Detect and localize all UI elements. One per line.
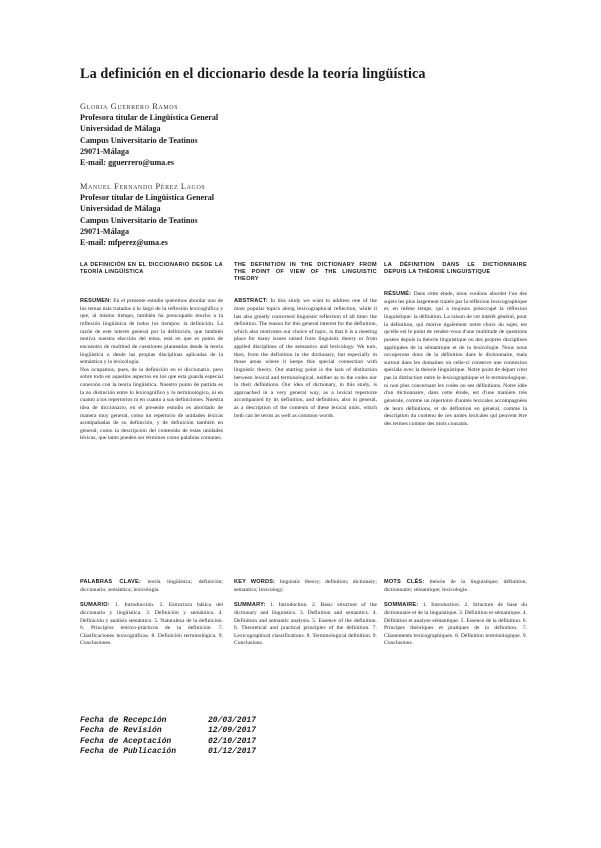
column-title: LA DEFINICIÓN EN EL DICCIONARIO DESDE LA TEORÍA LINGÜÍSTICA xyxy=(80,262,223,276)
author-affiliation: 29071-Málaga xyxy=(80,146,130,156)
column-title: LA DÉFINITION DANS LE DICTIONNAIRE DEPUIS LA THÉORIE LINGUISTIQUE xyxy=(384,262,527,276)
date-value: 01/12/2017 xyxy=(208,746,257,756)
abstract-paragraph xyxy=(384,291,527,428)
keywords-paragraph xyxy=(384,579,527,594)
summary-text: 1. Introducción. 2. Estructura básica del diccionario y lingüística. 3. Definición y semántica. 4. Definición y análisis semántico. 5. Naturaleza de la definición. 6. Principios teórico-prácticos de la definición. 7. Clasificaciones lexicográficas. 8. Definición terminológica. 9. Conclusiones. xyxy=(80,602,223,647)
keywords-label: MOTS CLÉS: xyxy=(384,579,425,585)
author-affiliation: Campus Universitario de Teatinos xyxy=(80,215,198,225)
date-row xyxy=(80,716,256,726)
author-affiliation: Profesora titular de Lingüística General xyxy=(80,113,219,123)
keywords-summary-french xyxy=(384,579,527,648)
summary-text: 1. Introduction. 2. Structure de base du dictionnaire et de la linguistique. 3. Définition et sémantique. 4. Définition et analyse sémantique. 5. Essence de la définition. 6. Principes théoriques et pratiques de la définition. 7. Classements lexicographiques. 8. Définition terminologique. 9. Conclusions. xyxy=(384,602,527,647)
column-title: THE DEFINITION IN THE DICTIONARY FROM THE POINT OF VIEW OF THE LINGUISTIC THEORY xyxy=(234,262,377,283)
abstract-paragraph-2: Nos ocupamos, pues, de la definición en el diccionario, pero sobre todo en aquellos aspectos en los que esta guarda especial conexión con la teoría lingüística. Nuestro punto de partida es la no distinción entre lo lexicográfico y lo terminológico, ni en cuanto a los repertorios ni en cuanto a sus definiciones. Nuestra idea de diccionario, en el presente estudio es abordado de manera muy general, como un repertorio de unidades léxicas acompañadas de su definición, y de definición también en general, como la descripción del contenido de estas unidades léxicas, que tanto pueden ser términos como palabras comunes. xyxy=(80,366,223,442)
author-email: E-mail: mfperez@uma.es xyxy=(80,238,168,248)
keywords-text: théorie de la linguistique; définition; dictionnaire; sémantique; lexicologie. xyxy=(384,579,527,593)
keywords-label: KEY WORDS: xyxy=(234,579,276,585)
date-label: Fecha de Recepción xyxy=(80,716,167,725)
keywords-text: teoría lingüística; definición; diccionario; semántica; lexicología. xyxy=(80,579,223,593)
abstract-label: RÉSUMÉ: xyxy=(384,291,412,298)
date-value: 02/10/2017 xyxy=(208,736,257,746)
abstract-text: In this study we want to address one of the most popular topics along lexicographical reflection, while it has also greatly concerned linguistic reflection of all time: the definition. The reason for this general interest for the definition, which also motivates our choice of topic, is that it is a meeting place for many issues raised from linguistic theory or from applied disciplines of the semantics and lexicology. We turn, then, from the definition in the dictionary, but especially in those areas where it keeps this special connection with linguistic theory. Our starting point is the lack of distinction between lexical and terminological, neither as to the codes nor in their definitions. Our idea of dictionary, in this study, is approached in a very general way, as a lexical repertoire accompanied by its definition, and definition, also in general, as a description of the contents of these lexical units, which both can be terms as well as common words. xyxy=(234,298,377,419)
author-affiliation: Campus Universitario de Teatinos xyxy=(80,135,198,145)
publication-dates xyxy=(80,716,256,757)
keywords-text: linguistic theory; definition; dictionary; semantics; lexicology. xyxy=(234,579,377,593)
abstract-paragraph xyxy=(234,298,377,420)
date-value: 20/03/2017 xyxy=(208,716,257,725)
date-row xyxy=(80,747,256,757)
abstract-label: RESUMEN: xyxy=(80,298,112,305)
abstract-text: Dans cette étude, nous voulons aborder l'un des sujets les plus largement traités par la réflexion lexicographique et, en même temps, qui a toujours préoccupé la réflexion linguistique: la définition. La raison de cet intérêt général, pour la définition, qui motive également notre choix du sujet, est qu'elle est le point de rendez-vous d'une multitude de questions posées depuis la théorie linguistique ou des propres disciplines appliquées de la sémantique et de la lexicologie. Nous nous occuperons donc de la définition dans le dictionnaire, mais surtout dans les domaines où celle-ci conserve une connexion spéciale avec la théorie linguistique. Notre point de départ n'est pas la distinction entre le lexicographique et le terminologique, ni non plus concernant les codes ou ses définitions. Notre idée d'un dictionnaire, dans cette étude, est d'une manière très générale, comme un répertoire d'unités lexicales accompagnées de leurs définitions, et de définition en général, comme la description du contenu de ces unités lexicales qui peuvent être des termes comme des mots courants. xyxy=(384,291,527,427)
keywords-summary-english xyxy=(234,579,377,648)
author-affiliation: Profesor titular de Lingüística General xyxy=(80,193,214,203)
date-row xyxy=(80,726,256,736)
date-label: Fecha de Publicación xyxy=(80,746,177,756)
author-affiliation: Universidad de Málaga xyxy=(80,204,161,214)
date-label: Fecha de Aceptación xyxy=(80,736,172,746)
keywords-paragraph xyxy=(234,579,377,594)
summary-paragraph xyxy=(234,602,377,648)
abstract-paragraph xyxy=(80,298,223,367)
author-affiliation: Universidad de Málaga xyxy=(80,124,161,134)
author-name: Gloria Guerrero Ramos xyxy=(80,102,179,111)
date-row xyxy=(80,737,256,747)
keywords-paragraph xyxy=(80,579,223,594)
author-email: E-mail: gguerrero@uma.es xyxy=(80,158,174,168)
summary-text: 1. Introduction. 2. Basic structure of the dictionary and linguistics. 3. Definition and semantics. 4. Definition and semantic analysis. 5. Essence of the definition. 6. Theoretical and practical principles of the definition. 7. Lexicographical classifications. 8. Terminological definition. 9. Conclusions. xyxy=(234,602,378,647)
abstract-label: ABSTRACT: xyxy=(234,298,268,305)
abstract-text: En el presente estudio queremos abordar uno de los temas más tratados a lo largo de la reflexión lexicográfica y que, al mismo tiempo, también ha preocupado mucho a la reflexión lingüística de todos los tiempos: la definición. La razón de este interés general por la definición, que también motiva nuestra elección del tema, está en que es punto de encuentro de multitud de cuestiones planteadas desde la teoría lingüística o desde las propias disciplinas aplicadas de la semántica y la lexicología. xyxy=(80,298,223,366)
summary-label: SOMMAIRE: xyxy=(384,602,419,609)
keywords-label: PALABRAS CLAVE: xyxy=(80,579,141,585)
summary-label: SUMMARY: xyxy=(234,602,266,609)
column-french xyxy=(384,262,527,428)
author-block-1 xyxy=(80,101,460,168)
author-name: Manuel Fernando Pérez Lagos xyxy=(80,182,206,191)
date-value: 12/09/2017 xyxy=(208,726,257,736)
column-spanish xyxy=(80,262,223,443)
author-block-2 xyxy=(80,181,460,248)
article-title: La definición en el diccionario desde la teoría lingüística xyxy=(80,66,426,82)
keywords-summary-spanish xyxy=(80,579,223,648)
summary-label: SUMARIO: xyxy=(80,602,110,609)
column-english xyxy=(234,262,377,420)
date-label: Fecha de Revisión xyxy=(80,726,162,736)
summary-paragraph xyxy=(80,602,223,648)
author-affiliation: 29071-Málaga xyxy=(80,226,130,236)
summary-paragraph xyxy=(384,602,527,648)
